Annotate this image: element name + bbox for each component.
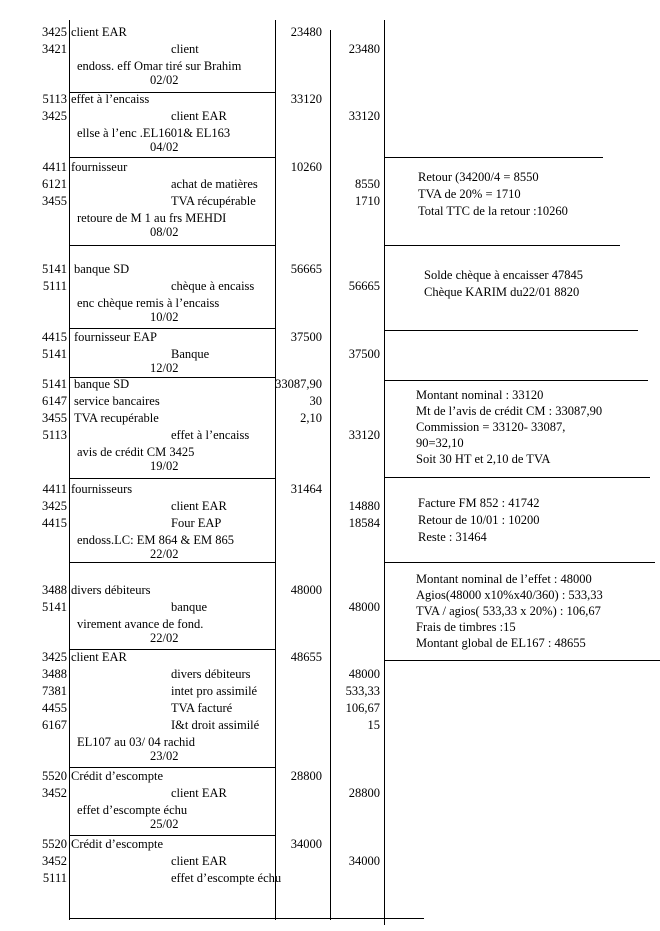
account-label: banque SD [74,262,130,276]
account-label: Crédit d’escompte [71,837,163,851]
side-note-line: Retour de 10/01 : 10200 [418,513,540,527]
credit-amount: 33120 [348,109,380,123]
account-number: 3425 [42,109,67,123]
credit-amount: 18584 [348,516,380,530]
account-number: 4455 [42,701,67,715]
account-number: 3425 [42,25,67,39]
entry-separator [69,157,275,158]
account-label: divers débiteurs [71,583,151,597]
account-label: effet à l’encaiss [71,92,150,106]
account-number: 5520 [42,837,67,851]
entry-date: 22/02 [150,631,179,645]
credit-amount: 28800 [348,786,380,800]
side-note-line: Chèque KARIM du22/01 8820 [424,285,580,299]
debit-amount: 33087,90 [275,377,322,391]
account-number: 4411 [42,160,67,174]
account-label: client EAR [71,650,127,664]
side-note-line: Total TTC de la retour :10260 [418,204,568,218]
account-label: banque SD [74,377,130,391]
account-number: 3455 [42,194,67,208]
debit-amount: 31464 [290,482,322,496]
debit-amount: 37500 [290,330,322,344]
entry-date: 10/02 [150,310,179,324]
entry-separator [69,835,275,836]
journal-bottom-rule [69,918,424,919]
account-label: client EAR [171,786,227,800]
side-note-line: Solde chèque à encaisser 47845 [424,268,583,282]
account-label: fournisseurs [71,482,133,496]
side-note-rule [384,380,648,381]
entry-separator [69,562,275,563]
side-note-line: Reste : 31464 [418,530,487,544]
account-number: 4415 [42,516,67,530]
entry-description: avis de crédit CM 3425 [77,445,195,459]
debit-amount: 30 [309,394,322,408]
account-label: TVA facturé [171,701,233,715]
entry-date: 04/02 [150,140,179,154]
side-note-line: TVA de 20% = 1710 [418,187,521,201]
account-number: 5141 [42,377,67,391]
side-note-line: Montant global de EL167 : 48655 [416,636,586,650]
entry-date: 22/02 [150,547,179,561]
account-label: intet pro assimilé [171,684,258,698]
account-label: Four EAP [171,516,222,530]
side-note-rule [384,245,620,246]
debit-amount: 28800 [290,769,322,783]
credit-amount: 15 [367,718,380,732]
account-number: 3425 [42,499,67,513]
credit-amount: 48000 [348,667,380,681]
entry-description: enc chèque remis à l’encaiss [77,296,220,310]
credit-amount: 106,67 [345,701,380,715]
column-rule [275,20,276,920]
account-number: 5111 [42,279,67,293]
account-number: 5113 [42,428,67,442]
account-number: 3425 [42,650,67,664]
entry-description: virement avance de fond. [77,617,204,631]
account-label: I&t droit assimilé [171,718,260,732]
account-label: fournisseur [71,160,128,174]
account-number: 4415 [42,330,67,344]
entry-date: 12/02 [150,361,179,375]
side-note-line: Montant nominal de l’effet : 48000 [416,572,592,586]
account-number: 6167 [42,718,67,732]
credit-amount: 14880 [348,499,380,513]
entry-description: EL107 au 03/ 04 rachid [77,735,196,749]
credit-amount: 1710 [355,194,380,208]
entry-description: endoss.LC: EM 864 & EM 865 [77,533,234,547]
debit-amount: 56665 [290,262,322,276]
account-label: client EAR [171,499,227,513]
account-number: 3452 [42,786,67,800]
side-note-line: Facture FM 852 : 41742 [418,496,540,510]
debit-amount: 2,10 [300,411,322,425]
entry-description: endoss. eff Omar tiré sur Brahim [77,59,242,73]
side-note-line: Montant nominal : 33120 [416,388,544,402]
account-number: 4411 [42,482,67,496]
account-label: divers débiteurs [171,667,251,681]
credit-amount: 23480 [348,42,380,56]
column-rule [69,20,70,920]
entry-separator [69,767,275,768]
account-label: TVA récupérable [171,194,256,208]
debit-amount: 33120 [290,92,322,106]
entry-date: 25/02 [150,817,179,831]
account-label: fournisseur EAP [74,330,157,344]
account-number: 5141 [42,262,67,276]
side-note-rule [384,157,603,158]
entry-description: retoure de M 1 au frs MEHDI [77,211,227,225]
account-label: Crédit d’escompte [71,769,163,783]
debit-amount: 34000 [290,837,322,851]
entry-description: ellse à l’enc .EL1601& EL163 [77,126,231,140]
debit-amount: 10260 [290,160,322,174]
account-number: 5141 [42,347,67,361]
entry-date: 08/02 [150,225,179,239]
account-label: banque [171,600,208,614]
account-label: effet à l’encaiss [171,428,250,442]
account-number: 6121 [42,177,67,191]
entry-date: 19/02 [150,459,179,473]
account-label: Banque [171,347,210,361]
entry-date: 02/02 [150,73,179,87]
account-label: effet d’escompte échu [171,871,282,885]
credit-amount: 37500 [348,347,380,361]
column-rule [384,20,385,925]
credit-amount: 8550 [355,177,380,191]
account-label: service bancaires [74,394,160,408]
account-number: 6147 [42,394,67,408]
account-label: client EAR [71,25,127,39]
account-number: 3488 [42,667,67,681]
column-rule [330,30,331,920]
account-label: client [171,42,199,56]
account-number: 3452 [42,854,67,868]
account-number: 5113 [42,92,67,106]
entry-date: 23/02 [150,749,179,763]
account-number: 5520 [42,769,67,783]
side-note-line: Agios(48000 x10%x40/360) : 533,33 [416,588,603,602]
side-note-rule [384,562,655,563]
account-number: 3488 [42,583,67,597]
side-note-line: Mt de l’avis de crédit CM : 33087,90 [416,404,603,418]
account-label: chèque à encaiss [171,279,255,293]
side-note-line: Commission = 33120- 33087, [416,420,566,434]
credit-amount: 533,33 [345,684,380,698]
account-number: 3421 [42,42,67,56]
account-label: TVA recupérable [74,411,159,425]
debit-amount: 48000 [290,583,322,597]
side-note-line: TVA / agios( 533,33 x 20%) : 106,67 [416,604,601,618]
credit-amount: 34000 [348,854,380,868]
account-label: client EAR [171,109,227,123]
side-note-line: Retour (34200/4 = 8550 [418,170,539,184]
side-note-line: Frais de timbres :15 [416,620,516,634]
credit-amount: 48000 [348,600,380,614]
debit-amount: 23480 [290,25,322,39]
side-note-rule [384,330,638,331]
side-note-rule [384,660,660,661]
account-number: 5111 [42,871,67,885]
account-number: 3455 [42,411,67,425]
entry-separator [69,328,275,329]
account-label: client EAR [171,854,227,868]
credit-amount: 56665 [348,279,380,293]
entry-separator [69,478,275,479]
entry-description: effet d’escompte échu [77,803,188,817]
entry-separator [69,245,275,246]
account-number: 5141 [42,600,67,614]
side-note-line: 90=32,10 [416,436,464,450]
side-note-line: Soit 30 HT et 2,10 de TVA [416,452,551,466]
account-label: achat de matières [171,177,258,191]
debit-amount: 48655 [290,650,322,664]
side-note-rule [384,477,650,478]
credit-amount: 33120 [348,428,380,442]
account-number: 7381 [42,684,67,698]
